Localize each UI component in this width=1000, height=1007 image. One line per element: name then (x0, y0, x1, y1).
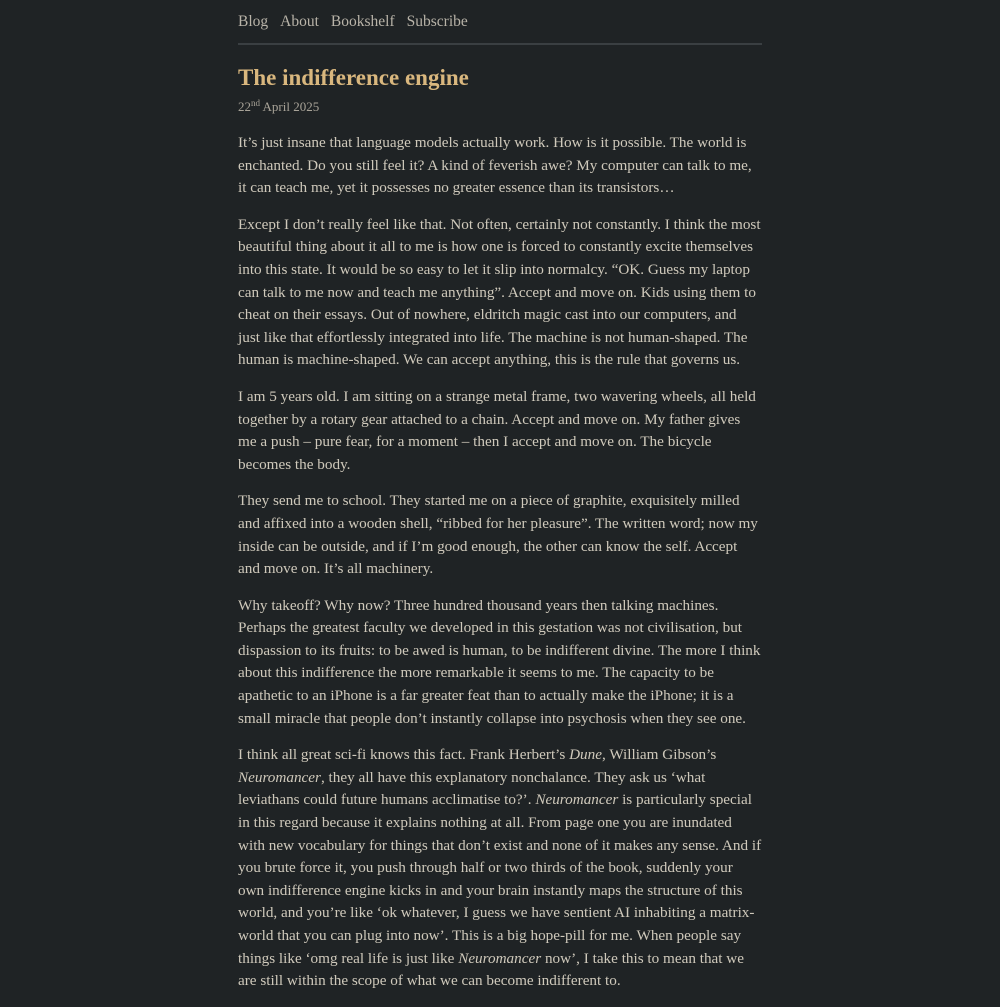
paragraph: It’s just insane that language models actually work. How is it possible. The world is enchanted. Do you still feel it? A kind of feverish awe? My computer can talk to me, it can teach me, yet it possesses no greater essence than its transistors… (238, 134, 752, 197)
date-suffix: nd (251, 98, 260, 108)
book-title-neuromancer: Neuromancer (458, 949, 542, 967)
top-nav (238, 0, 762, 45)
text-run: I think all great sci-fi knows this fact. Frank Herbert’s (238, 746, 570, 764)
text-run: , they all have this explanatory nonchalance. They ask us ‘what leviathans could future humans acclimatise to?’. (238, 768, 706, 809)
nav-blog-link[interactable]: Blog (238, 12, 269, 30)
post-body (238, 132, 762, 993)
paragraph: Why takeoff? Why now? Three hundred thousand years then talking machines. Perhaps the greatest faculty we developed in this gestation was not civilisation, but dispassion to its fruits: to be awed is human, to be indifferent divine. The more I think about this indifference the more remarkable it seems to me. The capacity to be apathetic to an iPhone is a far greater feat than to actually make the iPhone; it is a small miracle that people don’t instantly collapse into psychosis when they see one. (238, 596, 761, 727)
book-title-neuromancer: Neuromancer (535, 791, 619, 809)
nav-bookshelf-link[interactable]: Bookshelf (330, 12, 395, 30)
page (238, 0, 762, 1007)
paragraph: I am 5 years old. I am sitting on a strange metal frame, two wavering wheels, all held together by a rotary gear attached to a chain. Accept and move on. My father gives me a push – pure fear, for a moment – then I accept and move on. The bicycle becomes the body. (238, 387, 756, 473)
nav-subscribe-link[interactable]: Subscribe (406, 12, 468, 30)
date-month-year: April 2025 (260, 99, 320, 114)
book-title-dune: Dune (569, 746, 602, 764)
nav-about-link[interactable]: About (280, 12, 319, 30)
text-run: , William Gibson’s (602, 746, 717, 764)
post-date (238, 98, 762, 116)
book-title-neuromancer: Neuromancer (238, 768, 321, 786)
paragraph: They send me to school. They started me on a piece of graphite, exquisitely milled and affixed into a wooden shell, “ribbed for her pleasure”. The written word; now my inside can be outside, and if I’m good enough, the other can know the self. Accept and move on. It’s all machinery. (238, 492, 758, 578)
paragraph (238, 744, 762, 993)
post-title: The indifference engine (238, 65, 469, 90)
text-run: is particularly special in this regard because it explains nothing at all. From page one you are inundated with new vocabulary for things that don’t exist and none of it makes any sense. And if you brute force it, you push through half or two thirds of the book, suddenly your own indifference engine kicks in and your brain instantly maps the structure of this world, and you’re like ‘ok whatever, I guess we have sentient AI inhabiting a matrix-world that you can plug into now’. This is a big hope-pill for me. When people say things like ‘omg real life is just like (238, 791, 762, 967)
text-run: now’, I take this to mean that we are still within the scope of what we can become indifferent to. (238, 949, 745, 990)
paragraph: Except I don’t really feel like that. Not often, certainly not constantly. I think the most beautiful thing about it all to me is how one is forced to constantly excite themselves into this state. It would be so easy to let it slip into normalcy. “OK. Guess my laptop can talk to me now and teach me anything”. Accept and move on. Kids using them to cheat on their essays. Out of nowhere, eldritch magic cast into our computers, and just like that effortlessly integrated into life. The machine is not human-shaped. The human is machine-shaped. We can accept anything, this is the rule that governs us. (238, 215, 761, 369)
date-day: 22 (238, 99, 251, 114)
